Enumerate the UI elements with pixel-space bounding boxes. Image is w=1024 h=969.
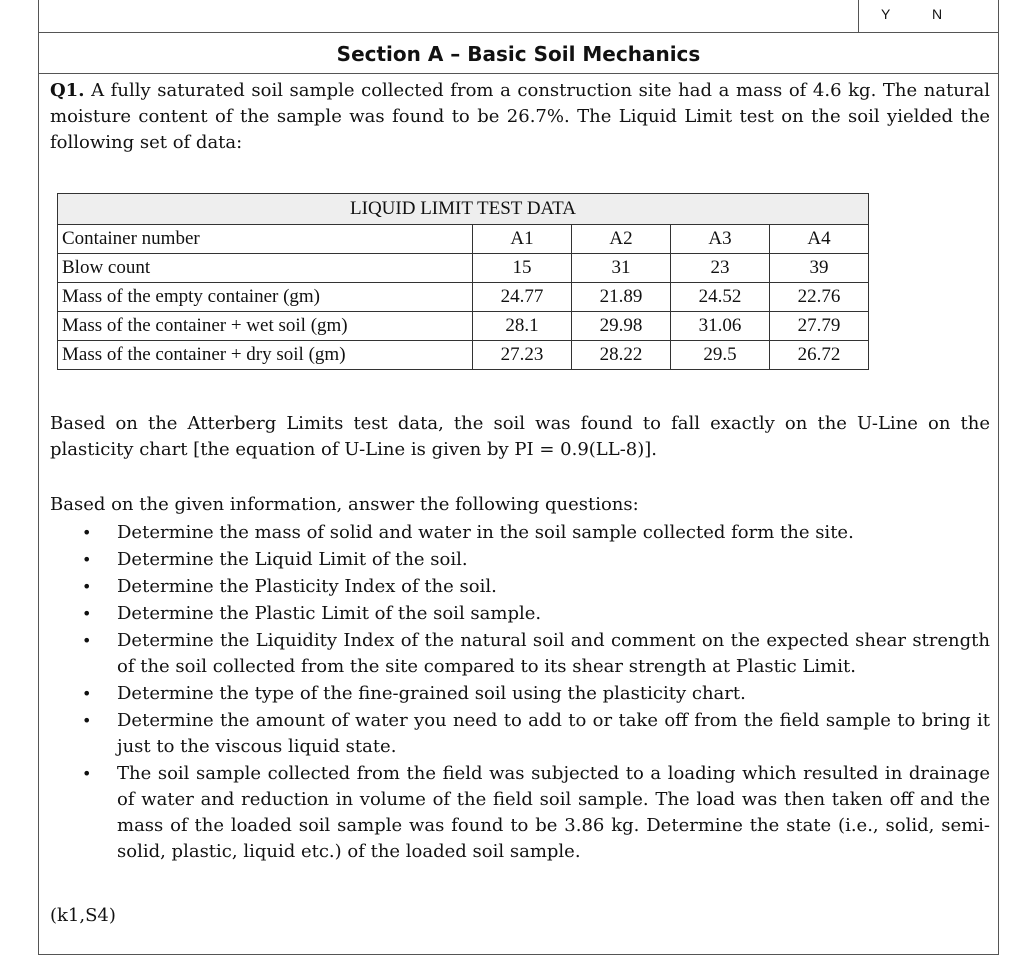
- question-text: Determine the Plasticity Index of the soil.: [117, 576, 497, 597]
- bullet-icon: •: [82, 550, 92, 569]
- bullet-icon: •: [82, 604, 92, 623]
- question-text: Determine the mass of solid and water in the soil sample collected form the site.: [117, 522, 854, 543]
- table-title: LIQUID LIMIT TEST DATA: [58, 194, 869, 225]
- table-row: [58, 341, 869, 370]
- liquid-limit-table: [57, 193, 869, 370]
- bullet-icon: •: [82, 764, 92, 783]
- table-cell: 22.76: [770, 283, 869, 312]
- bullet-icon: •: [82, 523, 92, 542]
- atterberg-paragraph: Based on the Atterberg Limits test data, the soil was found to fall exactly on the U-Line on the plasticity chart [the equation of U-Line is given by PI = 0.9(LL-8)].: [50, 413, 990, 460]
- table-cell: 24.77: [473, 283, 572, 312]
- question-text: Determine the amount of water you need to add to or take off from the field sample to bring it just to the viscous liquid state.: [117, 710, 990, 757]
- table-cell: 23: [671, 254, 770, 283]
- question-text: The soil sample collected from the field was subjected to a loading which resulted in drainage of water and reduction in volume of the field soil sample. The load was then taken off and the mass of the loaded soil sample was found to be 3.86 kg. Determine the state (i.e., solid, semi-solid, plastic, liquid etc.) of the loaded soil sample.: [117, 763, 990, 862]
- table-cell: 29.5: [671, 341, 770, 370]
- table-cell: 39: [770, 254, 869, 283]
- table-row: [58, 283, 869, 312]
- section-divider: [38, 73, 999, 74]
- table-cell: 29.98: [572, 312, 671, 341]
- table-cell: 27.23: [473, 341, 572, 370]
- table-cell: 24.52: [671, 283, 770, 312]
- list-item: [80, 601, 990, 627]
- row-label: Blow count: [58, 254, 473, 283]
- table-cell: 31: [572, 254, 671, 283]
- question-label: Q1.: [50, 80, 85, 101]
- no-column-label: N: [932, 6, 943, 22]
- yn-divider: [858, 0, 859, 33]
- question-text: Determine the Liquidity Index of the natural soil and comment on the expected shear strength of the soil collected from the site compared to its shear strength at Plastic Limit.: [117, 630, 990, 677]
- bullet-icon: •: [82, 577, 92, 596]
- table-cell: 28.1: [473, 312, 572, 341]
- list-item: [80, 681, 990, 707]
- question-intro-paragraph: [50, 78, 990, 156]
- bullet-icon: •: [82, 711, 92, 730]
- reference-code: (k1,S4): [50, 905, 116, 926]
- table-cell: 15: [473, 254, 572, 283]
- question-text: Determine the type of the fine-grained soil using the plasticity chart.: [117, 683, 746, 704]
- questions-intro: Based on the given information, answer the following questions:: [50, 494, 639, 515]
- table-cell: A4: [770, 225, 869, 254]
- list-item: [80, 708, 990, 760]
- table-cell: 26.72: [770, 341, 869, 370]
- table-row: [58, 312, 869, 341]
- row-label: Mass of the container + dry soil (gm): [58, 341, 473, 370]
- table-cell: A3: [671, 225, 770, 254]
- question-intro-text: A fully saturated soil sample collected from a construction site had a mass of 4.6 kg. The natural moisture content of the sample was found to be 26.7%. The Liquid Limit test on the soil yielded the following set of data:: [50, 80, 990, 153]
- list-item: [80, 574, 990, 600]
- table-row: [58, 254, 869, 283]
- table-cell: 28.22: [572, 341, 671, 370]
- table-cell: A1: [473, 225, 572, 254]
- row-label: Container number: [58, 225, 473, 254]
- list-item: [80, 547, 990, 573]
- bullet-icon: •: [82, 684, 92, 703]
- bullet-icon: •: [82, 631, 92, 650]
- table-row: [58, 225, 869, 254]
- table-cell: 21.89: [572, 283, 671, 312]
- table-cell: 27.79: [770, 312, 869, 341]
- table-cell: A2: [572, 225, 671, 254]
- question-text: Determine the Plastic Limit of the soil sample.: [117, 603, 542, 624]
- header-bar: [38, 0, 999, 33]
- question-text: Determine the Liquid Limit of the soil.: [117, 549, 468, 570]
- list-item: [80, 761, 990, 865]
- row-label: Mass of the empty container (gm): [58, 283, 473, 312]
- list-item: [80, 628, 990, 680]
- list-item: [80, 520, 990, 546]
- section-title: Section A – Basic Soil Mechanics: [336, 42, 701, 66]
- table-cell: 31.06: [671, 312, 770, 341]
- yes-column-label: Y: [881, 6, 891, 22]
- row-label: Mass of the container + wet soil (gm): [58, 312, 473, 341]
- question-list: [80, 520, 990, 866]
